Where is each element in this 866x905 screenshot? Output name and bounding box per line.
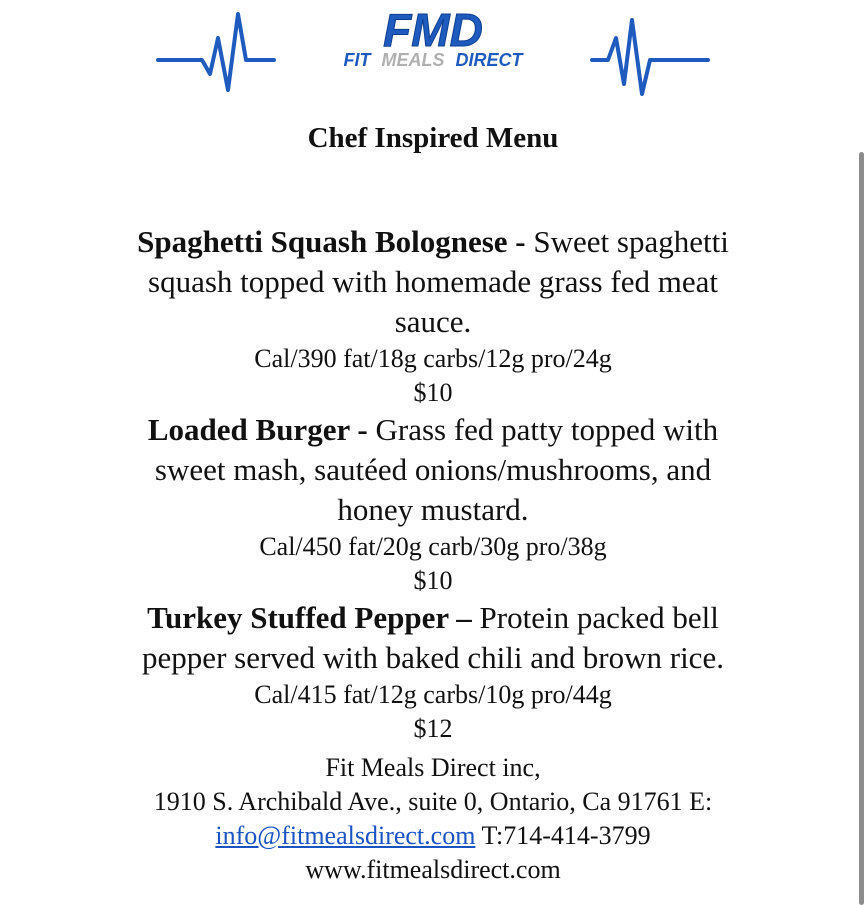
dish-price: $10	[413, 566, 453, 595]
company-name: Fit Meals Direct inc,	[325, 753, 541, 782]
dish-description-line: sauce.	[394, 304, 472, 339]
phone-number: T:714-414-3799	[475, 821, 651, 850]
dish-price: $10	[413, 378, 453, 407]
dish-name: Turkey Stuffed Pepper –	[147, 600, 472, 635]
dish-description-line: sweet mash, sautéed onions/mushrooms, and	[154, 452, 712, 487]
dish-description-line: squash topped with homemade grass fed meat	[148, 264, 718, 299]
fmd-logo	[150, 8, 716, 98]
email-link[interactable]: info@fitmealsdirect.com	[215, 821, 476, 850]
menu-item	[95, 410, 771, 598]
dish-name: Loaded Burger -	[147, 412, 368, 447]
logo-word-direct: DIRECT	[455, 50, 523, 70]
contact-footer	[60, 751, 806, 887]
logo-word-fit: FIT	[343, 50, 371, 70]
menu-item	[95, 222, 771, 410]
dish-name: Spaghetti Squash Bolognese -	[137, 224, 526, 259]
menu-item	[95, 598, 771, 746]
website-url: www.fitmealsdirect.com	[305, 855, 561, 884]
menu-title: Chef Inspired Menu	[307, 122, 559, 154]
dish-description-line: pepper served with baked chili and brown rice.	[142, 640, 724, 675]
dish-description: Sweet spaghetti	[525, 224, 729, 259]
logo-word-meals: MEALS	[381, 50, 445, 70]
dish-nutrition: Cal/415 fat/12g carbs/10g pro/44g	[254, 680, 612, 709]
dish-description: Protein packed bell	[471, 600, 719, 635]
svg-text:FIT MEALS DIRECT	[343, 50, 524, 70]
heartbeat-left-icon	[158, 14, 274, 90]
scrollbar-thumb[interactable]	[859, 152, 864, 905]
menu-list	[95, 222, 771, 746]
dish-description-line: honey mustard.	[337, 492, 529, 527]
heartbeat-right-icon	[592, 20, 708, 94]
dish-price: $12	[413, 714, 453, 743]
dish-nutrition: Cal/390 fat/18g carbs/12g pro/24g	[254, 344, 612, 373]
logo-monogram: FMD	[383, 8, 483, 56]
dish-description: Grass fed patty topped with	[367, 412, 719, 447]
dish-nutrition: Cal/450 fat/20g carb/30g pro/38g	[259, 532, 607, 561]
company-address: 1910 S. Archibald Ave., suite 0, Ontario, Ca 91761 E:	[153, 787, 713, 816]
